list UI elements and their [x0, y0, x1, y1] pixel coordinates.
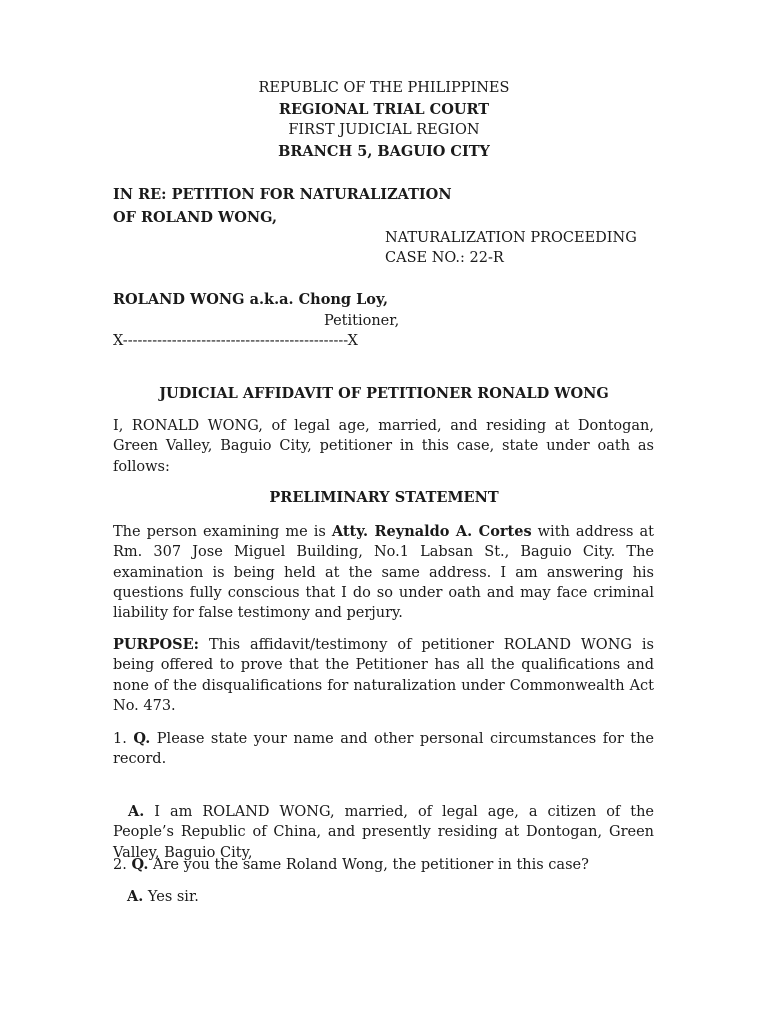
examiner-name: Atty. Reynaldo A. Cortes — [331, 523, 532, 540]
caption-proceeding: NATURALIZATION PROCEEDING — [385, 230, 637, 246]
qa-question-text: Are you the same Roland Wong, the petitioner in this case? — [148, 857, 589, 873]
qa-answer-2 — [113, 887, 654, 907]
header-republic: REPUBLIC OF THE PHILIPPINES — [258, 80, 510, 96]
qa-a-label: A. — [127, 888, 144, 905]
purpose-label: PURPOSE: — [113, 636, 200, 653]
caption-in-re-line2: OF ROLAND WONG, — [113, 209, 278, 226]
qa-q-label: Q. — [133, 730, 151, 747]
qa-answer-1 — [113, 802, 654, 863]
qa-answer-text: I am ROLAND WONG, married, of legal age, a citizen of the People’s Republic of China, and presently residing at Dontogan, Green Valley, Baguio City, — [113, 804, 654, 861]
preliminary-paragraph — [113, 522, 654, 623]
caption-in-re-line1: IN RE: PETITION FOR NATURALIZATION — [113, 186, 452, 203]
purpose-paragraph — [113, 635, 654, 716]
preliminary-heading: PRELIMINARY STATEMENT — [269, 489, 499, 506]
qa-number: 1. — [113, 731, 127, 747]
caption-petitioner-role: Petitioner, — [324, 313, 400, 329]
qa-q-label: Q. — [131, 856, 149, 873]
qa-question-2 — [113, 855, 654, 875]
qa-question-1 — [113, 729, 654, 770]
qa-question-text: Please state your name and other personal circumstances for the record. — [113, 731, 655, 768]
caption-petitioner-name: ROLAND WONG a.k.a. Chong Loy, — [113, 291, 389, 308]
qa-a-label: A. — [128, 803, 145, 820]
qa-answer-text: Yes sir. — [143, 889, 199, 905]
header-branch: BRANCH 5, BAGUIO CITY — [278, 143, 490, 160]
caption-separator: X----------------------------------------------X — [113, 333, 358, 349]
intro-paragraph: I, RONALD WONG, of legal age, married, and residing at Dontogan, Green Valley, Baguio City, petitioner in this case, state under oath as follows: — [113, 418, 654, 475]
qa-number: 2. — [113, 857, 127, 873]
preliminary-text-before: The person examining me is — [113, 524, 332, 540]
affidavit-title: JUDICIAL AFFIDAVIT OF PETITIONER RONALD WONG — [159, 385, 609, 402]
header-court: REGIONAL TRIAL COURT — [278, 101, 490, 118]
preliminary-text-after: with address at Rm. 307 Jose Miguel Building, No.1 Labsan St., Baguio City. The examination is being held at the same address. I am answering his questions fully conscious that I do so under oath and may face criminal liability for false testimony and perjury. — [113, 524, 654, 622]
caption-case-no: CASE NO.: 22-R — [385, 250, 504, 266]
purpose-text: This affidavit/testimony of petitioner ROLAND WONG is being offered to prove that the Petitioner has all the qualifications and none of the disqualifications for naturalization under Commonwealth Act No. 473. — [113, 637, 654, 714]
header-region: FIRST JUDICIAL REGION — [288, 122, 480, 138]
